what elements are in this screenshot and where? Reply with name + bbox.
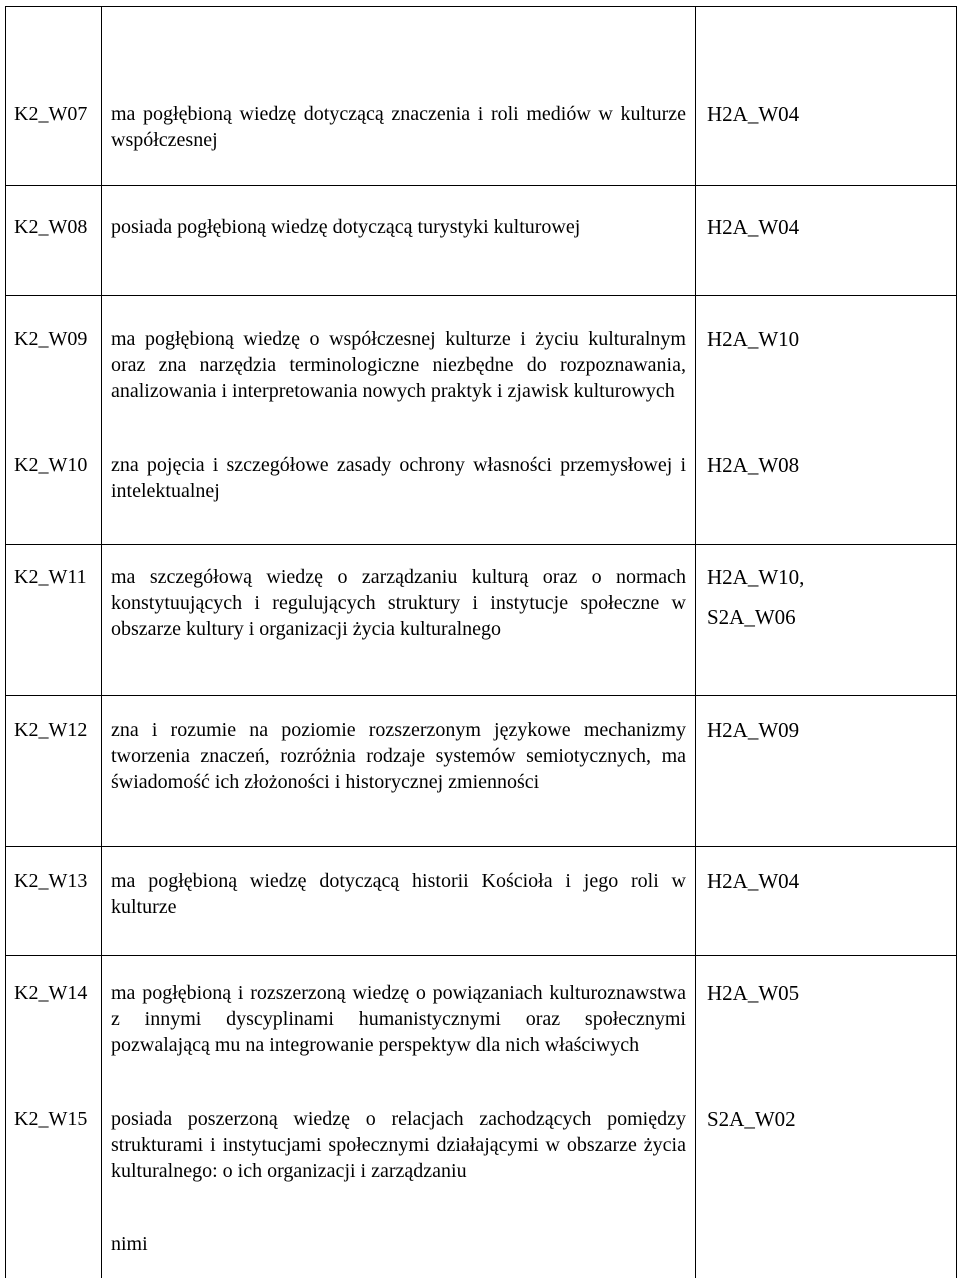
outcome-description: ma pogłębioną wiedzę o współczesnej kulturze i życiu kulturalnym oraz zna narzędzia terminologiczne niezbędne do rozpoznawania, analizowania i interpretowania nowych praktyk i zjawisk kulturowych	[111, 328, 686, 402]
outcome-code: K2_W11	[14, 566, 87, 588]
outcome-description: ma pogłębioną wiedzę dotyczącą historii Kościoła i jego roli w kulturze	[111, 870, 686, 918]
table-border-left	[5, 6, 6, 1278]
row-divider	[5, 695, 957, 696]
row-divider	[5, 185, 957, 186]
row-divider	[5, 955, 957, 956]
row-divider	[5, 846, 957, 847]
outcome-code: K2_W08	[14, 216, 88, 238]
outcome-reference	[707, 452, 947, 478]
outcome-reference	[707, 101, 947, 127]
outcome-description: ma szczegółową wiedzę o zarządzaniu kulturą oraz o normach konstytuujących i regulujących struktury i instytucje społeczne w obszarze kultury i organizacji życia kulturalnego	[111, 566, 686, 640]
row-divider	[5, 544, 957, 545]
outcome-description: posiada pogłębioną wiedzę dotyczącą turystyki kulturowej	[111, 216, 581, 238]
table-border-right	[956, 6, 957, 1278]
reference-code: H2A_W04	[707, 102, 800, 126]
outcome-description: ma pogłębioną wiedzę dotyczącą znaczenia i roli mediów w kulturze współczesnej	[111, 103, 686, 151]
column-divider-code	[101, 6, 102, 1278]
outcome-code: K2_W07	[14, 103, 88, 125]
reference-code: H2A_W05	[707, 981, 800, 1005]
outcome-reference	[707, 717, 947, 743]
table-border-top	[5, 6, 957, 7]
reference-code: H2A_W04	[707, 869, 800, 893]
outcome-reference	[707, 326, 947, 352]
outcome-reference	[707, 214, 947, 240]
outcome-code: K2_W13	[14, 870, 88, 892]
reference-code: H2A_W09	[707, 718, 800, 742]
outcome-reference	[707, 1106, 947, 1132]
outcome-code: K2_W14	[14, 982, 88, 1004]
trailing-text: nimi	[111, 1233, 148, 1255]
row-divider	[5, 295, 957, 296]
outcome-description: zna pojęcia i szczegółowe zasady ochrony własności przemysłowej i intelektualnej	[111, 454, 686, 502]
outcome-code: K2_W12	[14, 719, 88, 741]
outcome-reference	[707, 980, 947, 1006]
outcome-description: ma pogłębioną i rozszerzoną wiedzę o powiązaniach kulturoznawstwa z innymi dyscyplinami humanistycznymi oraz społecznymi pozwalającą mu na integrowanie perspektyw dla nich właściwych	[111, 982, 686, 1056]
outcome-reference	[707, 557, 947, 637]
reference-code: H2A_W10	[707, 327, 800, 351]
outcome-code: K2_W15	[14, 1108, 88, 1130]
outcome-reference	[707, 868, 947, 894]
outcome-description: zna i rozumie na poziomie rozszerzonym językowe mechanizmy tworzenia znaczeń, rozróżnia rodzaje systemów semiotycznych, ma świadomość ich złożoności i historycznej zmienności	[111, 719, 686, 793]
reference-code: H2A_W04	[707, 215, 800, 239]
reference-code: H2A_W08	[707, 453, 800, 477]
reference-code: S2A_W02	[707, 1107, 796, 1131]
reference-code: S2A_W06	[707, 605, 796, 629]
reference-code: H2A_W10,	[707, 565, 805, 589]
outcome-code: K2_W10	[14, 454, 88, 476]
column-divider-ref	[695, 6, 696, 1278]
outcome-code: K2_W09	[14, 328, 88, 350]
outcome-description: posiada poszerzoną wiedzę o relacjach zachodzących pomiędzy strukturami i instytucjami społecznymi działającymi w obszarze życia kulturalnego: o ich organizacji i zarządzaniu	[111, 1108, 686, 1182]
